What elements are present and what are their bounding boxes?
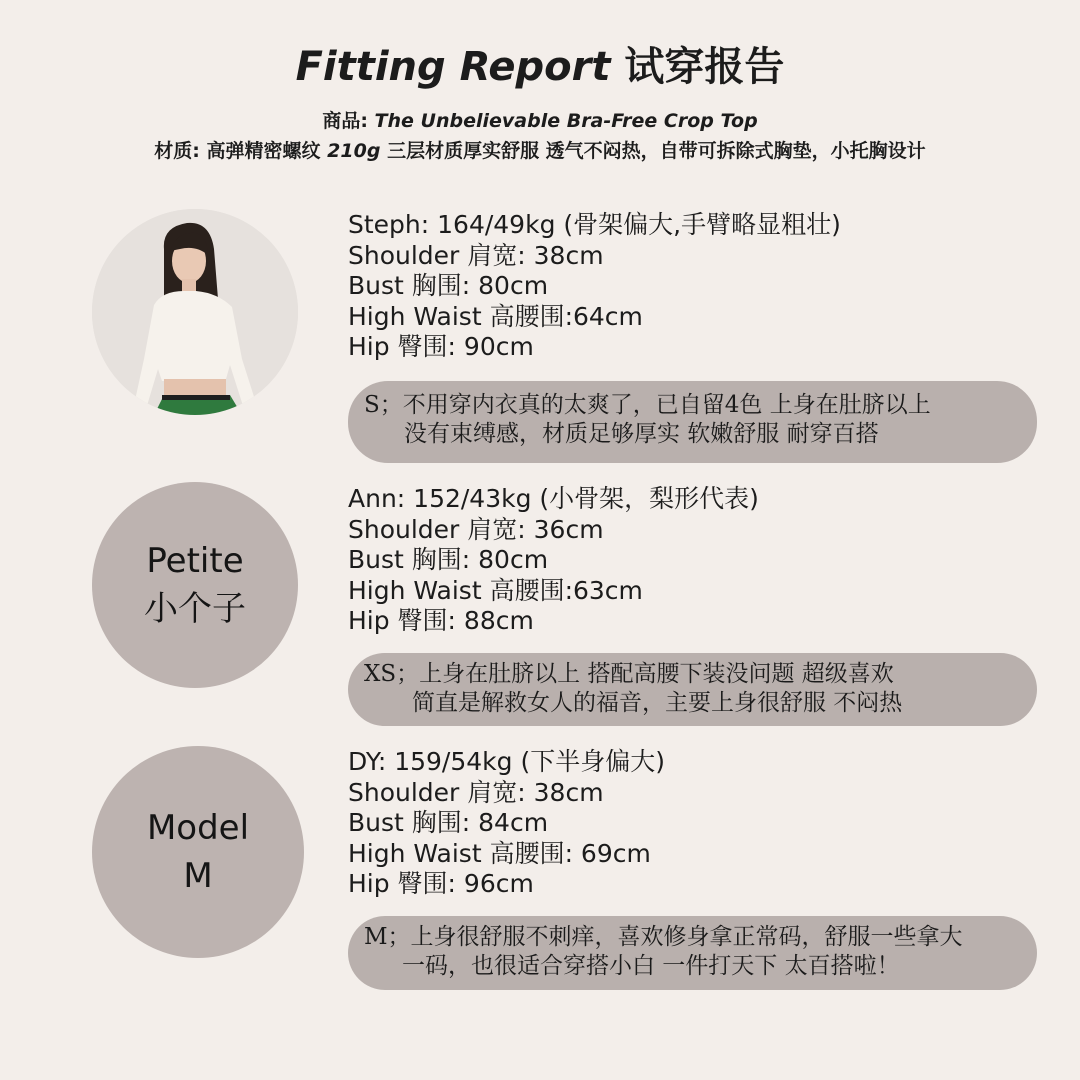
model-name-line: Ann: 152/43kg (小骨架，梨形代表) [348,484,759,513]
shoulder-measure: Shoulder 肩宽: 36cm [348,514,604,544]
waist-measure: High Waist 高腰围: 69cm [348,838,651,868]
shoulder-measure: Shoulder 肩宽: 38cm [348,777,604,807]
review-line-1: M；上身很舒服不刺痒，喜欢修身拿正常码，舒服一些拿大 [364,924,963,950]
material-weight: 210g [327,140,381,162]
hip-measure: Hip 臀围: 96cm [348,869,534,898]
circle-label-1: Petite [146,541,244,581]
review-bubble-ann [348,653,1037,726]
material-label: 材质: [154,140,200,162]
product-line [0,108,1080,134]
model-name-line: DY: 159/54kg (下半身偏大) [348,747,665,776]
model-info-ann [348,484,759,637]
review-line-2: 一码，也很适合穿搭小白 一件打天下 太百搭啦！ [402,953,900,979]
review-line-1: S；不用穿内衣真的太爽了，已自留4色 上身在肚脐以上 [364,392,931,418]
hip-measure: Hip 臀围: 88cm [348,606,534,635]
waist-measure: High Waist 高腰围:63cm [348,575,643,605]
title-zh: 试穿报告 [624,44,785,90]
review-line-2: 没有束缚感，材质足够厚实 软嫩舒服 耐穿百搭 [404,421,879,447]
bust-measure: Bust 胸围: 84cm [348,808,549,837]
circle-label-2: M [183,856,213,896]
product-name: The Unbelievable Bra-Free Crop Top [374,110,758,132]
model-photo-icon [92,209,298,415]
model-info-steph [348,210,841,363]
model-photo-circle [92,209,298,415]
model-info-dy [348,747,665,900]
review-bubble-dy [348,916,1037,990]
title-en: Fitting Report [295,44,611,90]
material-part2: 三层材质厚实舒服 透气不闷热，自带可拆除式胸垫，小托胸设计 [387,140,926,162]
product-label: 商品: [322,110,368,132]
model-m-circle [92,746,304,958]
circle-label-1: Model [146,808,250,848]
page-title [0,40,1080,94]
review-line-2: 简直是解救女人的福音，主要上身很舒服 不闷热 [412,690,903,716]
waist-measure: High Waist 高腰围:64cm [348,301,643,331]
bust-measure: Bust 胸围: 80cm [348,271,549,300]
hip-measure: Hip 臀围: 90cm [348,332,534,361]
bust-measure: Bust 胸围: 80cm [348,545,549,574]
review-line-1: XS；上身在肚脐以上 搭配高腰下装没问题 超级喜欢 [364,661,894,687]
model-name-line: Steph: 164/49kg (骨架偏大,手臂略显粗壮) [348,210,841,239]
circle-label-2: 小个子 [144,589,246,629]
petite-circle [92,482,298,688]
material-part1: 高弹精密螺纹 [206,140,321,162]
shoulder-measure: Shoulder 肩宽: 38cm [348,240,604,270]
review-bubble-steph [348,381,1037,463]
material-line [0,138,1080,164]
